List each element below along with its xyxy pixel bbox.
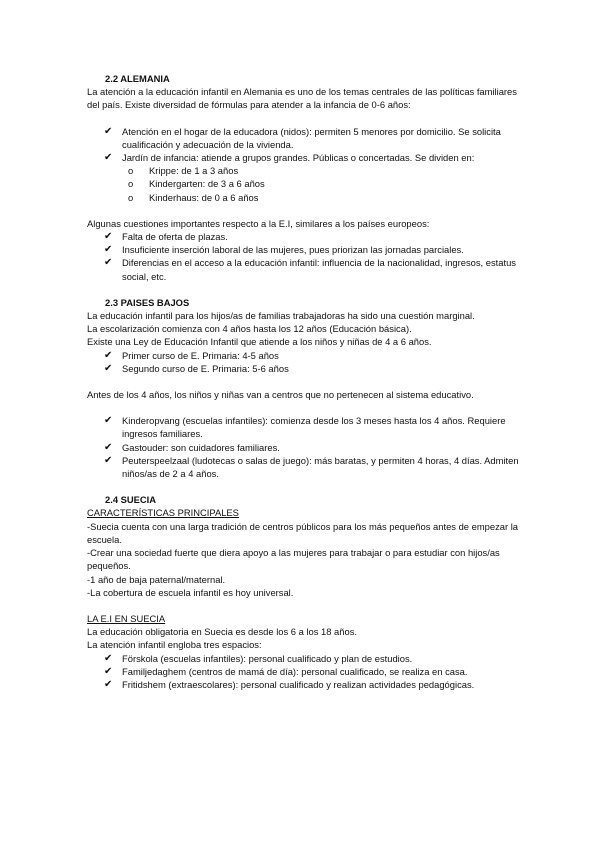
suecia-spaces-list xyxy=(87,652,527,692)
suecia-char-heading: CARACTERÍSTICAS PRINCIPALES xyxy=(87,507,239,519)
check-icon: ✔ xyxy=(104,125,113,137)
paragraph-line: La escolarización comienza con 4 años hasta los 12 años (Educación básica). xyxy=(87,323,412,335)
alemania-list xyxy=(87,125,527,165)
paragraph-line: La educación infantil para los hijos/as de familias trabajadoras ha sido una cuestión marginal. xyxy=(87,310,475,322)
section-title-alemania: 2.2 ALEMANIA xyxy=(105,73,170,84)
paragraph-line: -Suecia cuenta con una larga tradición de centros públicos para los más pequeños antes de empezar la escuela. xyxy=(87,520,518,545)
bullet-icon: o xyxy=(128,191,134,203)
check-icon: ✔ xyxy=(104,665,113,677)
list-item: ✔ Atención en el hogar de la educadora (nidos): permiten 5 menores por domicilio. Se solicita cualificación y adecuación de la vivienda. xyxy=(104,125,501,150)
list-item: ✔ Insuficiente inserción laboral de las mujeres, pues priorizan las jornadas parciales. xyxy=(104,244,464,256)
suecia-ei-heading: LA E.I EN SUECIA xyxy=(87,612,166,624)
check-icon: ✔ xyxy=(104,454,113,466)
bullet-icon: o xyxy=(128,178,134,190)
list-item: ✔ Gastouder: son cuidadores familiares. xyxy=(104,441,280,453)
list-item: ✔ Segundo curso de E. Primaria: 5-6 años xyxy=(104,362,289,374)
check-icon: ✔ xyxy=(104,349,113,361)
check-icon: ✔ xyxy=(104,231,113,243)
check-icon: ✔ xyxy=(104,152,113,164)
list-item: ✔ Fritidshem (extraescolares): personal cualificado y realizan actividades pedagógicas. xyxy=(104,678,475,690)
check-icon: ✔ xyxy=(104,415,113,427)
bullet-icon: o xyxy=(128,165,134,177)
sub-list-item: o Kindergarten: de 3 a 6 años xyxy=(128,178,265,190)
list-item: ✔ Jardín de infancia: atiende a grupos grandes. Públicas o concertadas. Se dividen en: xyxy=(104,152,475,164)
list-item: ✔ Kinderopvang (escuelas infantiles): comienza desde los 3 meses hasta los 4 años. Requiere ingresos familiares. xyxy=(104,415,506,440)
paises-bajos-before4: Antes de los 4 años, los niños y niñas van a centros que no pertenecen al sistema educativo. xyxy=(87,389,474,401)
alemania-sublist xyxy=(87,164,527,204)
section-title-paises-bajos: 2.3 PAISES BAJOS xyxy=(105,296,190,308)
check-icon: ✔ xyxy=(104,362,113,374)
check-icon: ✔ xyxy=(104,441,113,453)
alemania-issues-list xyxy=(87,230,527,283)
section-title-suecia: 2.4 SUECIA xyxy=(105,494,157,506)
list-item: ✔ Peuterspeelzaal (ludotecas o salas de juego): más baratas, y permiten 4 horas, 4 días. Admiten niños/as de 2 a 4 años. xyxy=(104,454,519,480)
list-item: ✔ Förskola (escuelas infantiles): personal cualificado y plan de estudios. xyxy=(104,652,413,664)
check-icon: ✔ xyxy=(104,257,113,269)
check-icon: ✔ xyxy=(104,652,113,664)
list-item: ✔ Familjedaghem (centros de mamá de día): personal cualificado, se realiza en casa. xyxy=(104,665,468,677)
sub-list-item: o Kinderhaus: de 0 a 6 años xyxy=(128,191,259,203)
sub-list-item: o Krippe: de 1 a 3 años xyxy=(128,165,239,177)
alemania-intro: La atención a la educación infantil en Alemania es uno de los temas centrales de las políticas familiares del país. Existe diversidad de fórmulas para atender a la infancia de 0-6 años: xyxy=(87,86,517,111)
paragraph-line: La atención infantil engloba tres espacios: xyxy=(87,639,262,651)
check-icon: ✔ xyxy=(104,244,113,256)
paragraph-line: -La cobertura de escuela infantil es hoy universal. xyxy=(87,586,294,598)
document-page xyxy=(87,72,527,691)
list-item: ✔ Falta de oferta de plazas. xyxy=(104,231,228,243)
paragraph-line: Existe una Ley de Educación Infantil que atiende a los niños y niñas de 4 a 6 años. xyxy=(87,336,432,348)
paragraph-line: La educación obligatoria en Suecia es desde los 6 a los 18 años. xyxy=(87,626,357,638)
list-item: ✔ Diferencias en el acceso a la educación infantil: influencia de la nacionalidad, ingresos, estatus social, etc. xyxy=(104,257,516,282)
alemania-issues-intro: Algunas cuestiones importantes respecto a la E.I, similares a los países europeos: xyxy=(87,217,430,229)
paises-bajos-list xyxy=(87,349,527,375)
paragraph-line: -Crear una sociedad fuerte que diera apoyo a las mujeres para trabajar o para estudiar con hijos/as pequeños. xyxy=(87,547,500,572)
paragraph-line: -1 año de baja paternal/maternal. xyxy=(87,573,226,585)
list-item: ✔ Primer curso de E. Primaria: 4-5 años xyxy=(104,349,279,361)
check-icon: ✔ xyxy=(104,678,113,690)
paises-bajos-centers-list xyxy=(87,414,527,480)
